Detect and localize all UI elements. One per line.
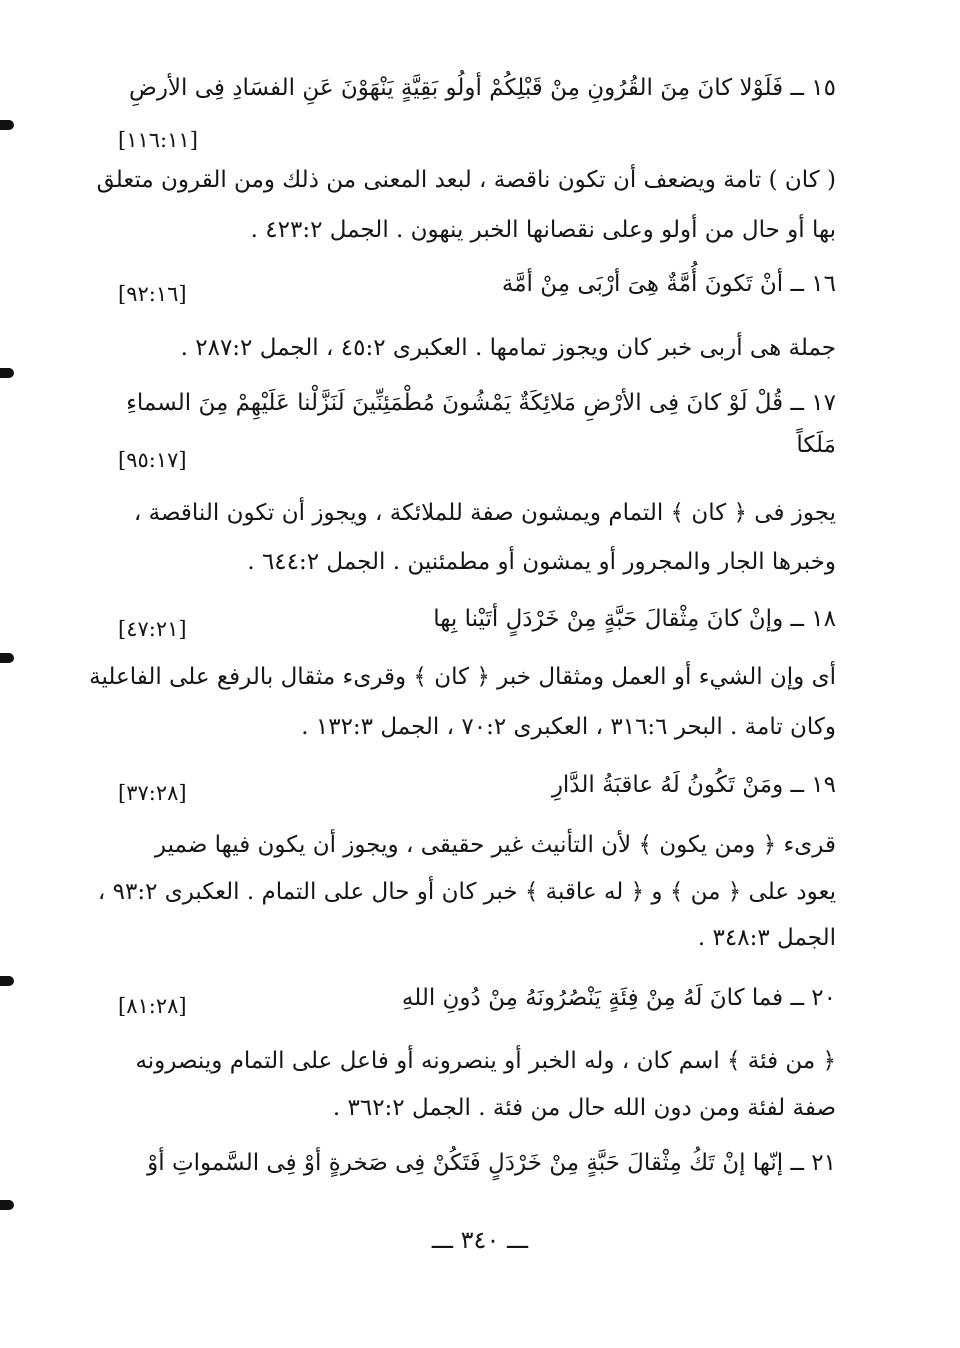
commentary-line: قرىء ﴿ ومن يكون ﴾ لأن التأنيث غير حقيقى ، ويجوز أن يكون فيها ضمير: [154, 832, 836, 858]
scan-margin-mark: [0, 368, 14, 378]
scan-margin-mark: [0, 653, 14, 663]
commentary-line: وكان تامة . البحر ٣١٦:٦ ، العكبرى ٧٠:٢ ، الجمل ١٣٢:٣ .: [301, 714, 836, 740]
commentary-line: ﴿ من فئة ﴾ اسم كان ، وله الخبر أو ينصرونه أو فاعل على التمام وينصرونه: [135, 1048, 836, 1074]
commentary-line: جملة هى أربى خبر كان ويجوز تمامها . العكبرى ٤٥:٢ ، الجمل ٢٨٧:٢ .: [180, 335, 836, 361]
verse-line: ٢١ ــ إنّها إنْ تَكُ مِثْقالَ حَبَّةٍ مِنْ خَرْدَلٍ فَتَكُنْ فِى صَخرةٍ أوْ فِى السَّمواتِ أوْ: [147, 1150, 836, 1176]
commentary-line: يجوز فى ﴿ كان ﴾ التمام ويمشون صفة للملائكة ، ويجوز أن تكون الناقصة ،: [133, 500, 836, 526]
verse-line: ٢٠ ــ فما كانَ لَهُ مِنْ فِئَةٍ يَنْصُرُونَهُ مِنْ دُونِ اللهِ: [401, 985, 836, 1011]
commentary-line: ( كان ) تامة ويضعف أن تكون ناقصة ، لبعد المعنى من ذلك ومن القرون متعلق: [96, 167, 836, 193]
verse-line: ١٥ ــ فَلَوْلا كانَ مِنَ القُرُونِ مِنْ قَبْلِكُمْ أولُو بَقِيَّةٍ يَنْهَوْنَ عَنِ الفسَادِ فِى الأرضِ: [129, 75, 836, 101]
scan-margin-mark: [0, 976, 14, 986]
verse-line: ١٩ ــ ومَنْ تَكُونُ لَهُ عاقبَةُ الدَّارِ: [551, 772, 836, 798]
page-number: ـــ ٣٤٠ ـــ: [431, 1226, 529, 1254]
verse-line: ١٨ ــ وإنْ كانَ مِثْقالَ حَبَّةٍ مِنْ خَرْدَلٍ أتَيْنا بِها: [433, 606, 836, 632]
commentary-line: بها أو حال من أولو وعلى نقصانها الخبر ينهون . الجمل ٤٢٣:٢ .: [250, 217, 836, 243]
verse-line: مَلَكاً: [796, 432, 836, 458]
verse-reference: [٤٧:٢١]: [118, 617, 187, 641]
verse-line: ١٦ ــ أنْ تَكونَ أُمَّةٌ هِىَ أرْبَى مِنْ أمَّة: [501, 271, 836, 297]
commentary-line: وخبرها الجار والمجرور أو يمشون أو مطمئنين . الجمل ٦٤٤:٢ .: [247, 549, 836, 575]
verse-reference: [١١٦:١١]: [118, 128, 198, 152]
commentary-line: أى وإن الشيء أو العمل ومثقال خبر ﴿ كان ﴾ وقرىء مثقال بالرفع على الفاعلية: [89, 664, 836, 690]
commentary-line: يعود على ﴿ من ﴾ و ﴿ له عاقبة ﴾ خبر كان أو حال على التمام . العكبرى ٩٣:٢ ،: [97, 879, 836, 905]
verse-reference: [٩٥:١٧]: [118, 448, 187, 472]
scan-margin-mark: [0, 1200, 14, 1210]
commentary-line: الجمل ٣٤٨:٣ .: [697, 925, 836, 951]
verse-reference: [٨١:٢٨]: [118, 994, 187, 1018]
commentary-line: صفة لفئة ومن دون الله حال من فئة . الجمل ٣٦٢:٢ .: [332, 1095, 836, 1121]
verse-reference: [٣٧:٢٨]: [118, 781, 187, 805]
scan-margin-mark: [0, 120, 14, 130]
verse-reference: [٩٢:١٦]: [118, 282, 187, 306]
verse-line: ١٧ ــ قُلْ لَوْ كانَ فِى الأرْضِ مَلائِكَةٌ يَمْشُونَ مُطْمَئِنِّينَ لَنَزَّلْنا عَلَيْهِمْ مِنَ السماءِ: [126, 390, 836, 416]
